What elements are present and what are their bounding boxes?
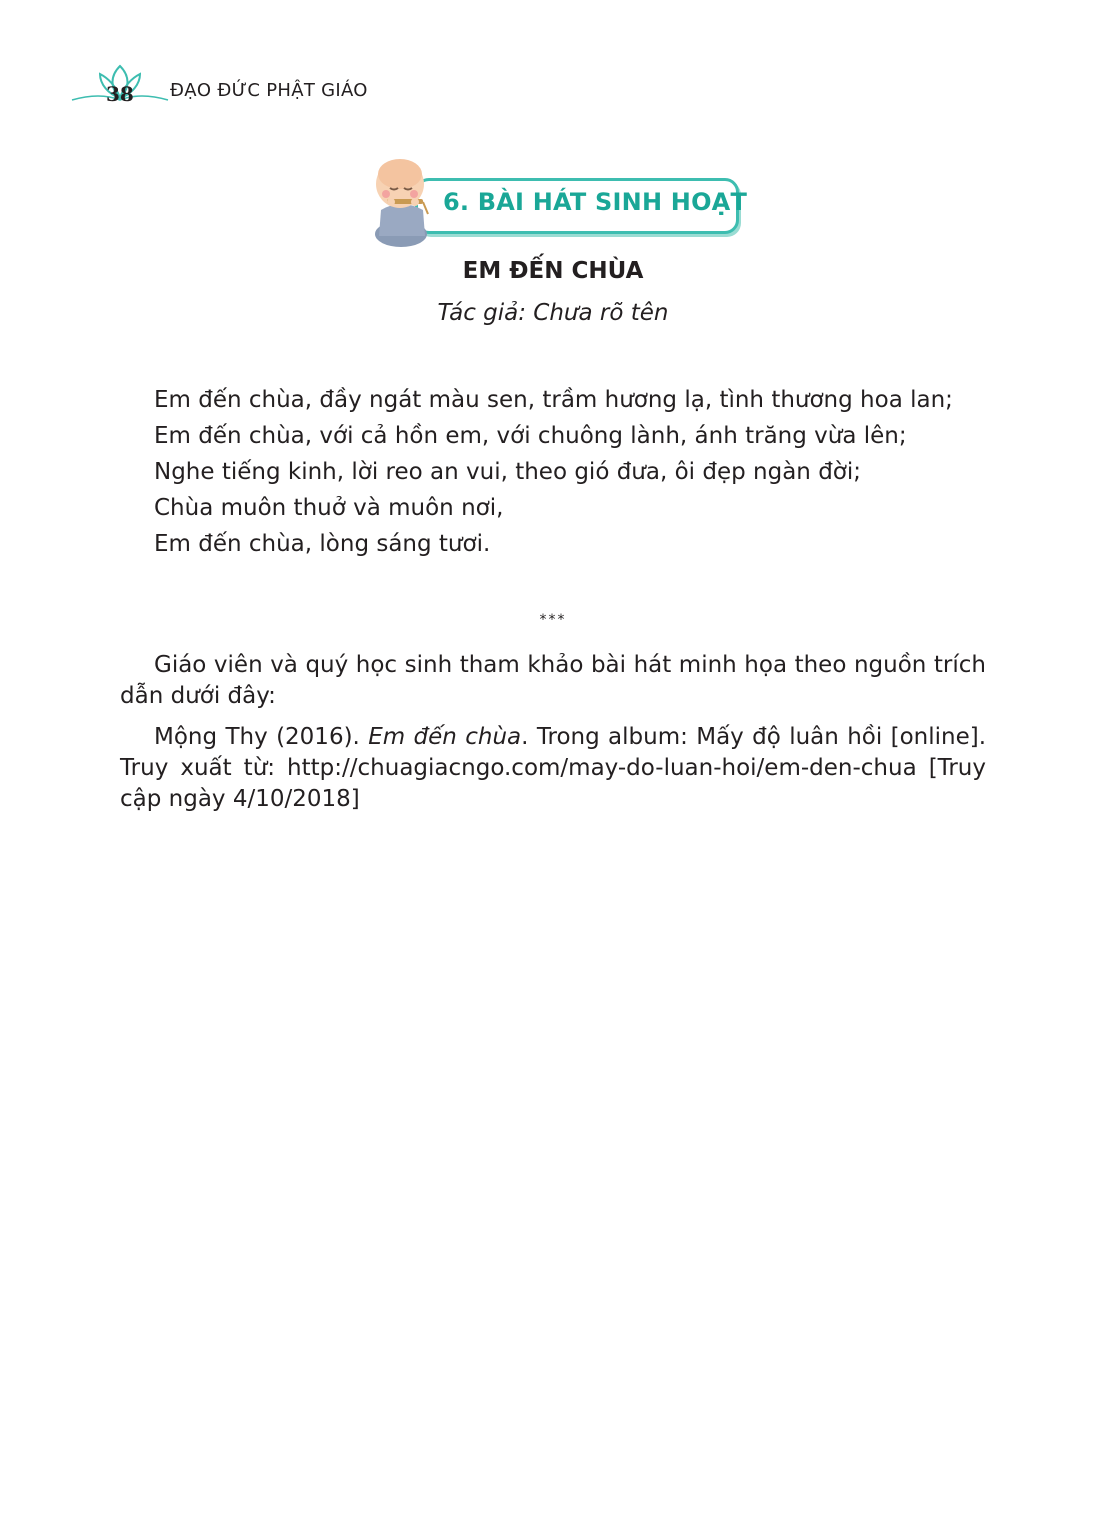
running-title: ĐẠO ĐỨC PHẬT GIÁO [170,80,368,101]
separator: *** [539,612,567,628]
citation-song-title: Em đến chùa [368,724,522,750]
section-title: 6. BÀI HÁT SINH HOẠT [443,188,748,216]
page-number: 38 [106,82,134,106]
lyric-line: Em đến chùa, với cả hồn em, với chuông lành, ánh trăng vừa lên; [154,423,907,449]
page-header [70,62,370,112]
lyrics [154,382,953,562]
song-author: Tác giả: Chưa rõ tên [437,300,669,326]
lyric-line: Nghe tiếng kinh, lời reo an vui, theo gió đưa, ôi đẹp ngàn đời; [154,459,862,485]
reference-intro: Giáo viên và quý học sinh tham khảo bài hát minh họa theo nguồn trích dẫn dưới đây: [120,652,986,709]
citation-author-year: Mộng Thy (2016). [154,724,369,750]
lyric-line: Em đến chùa, lòng sáng tươi. [154,531,491,557]
citation-source: . Trong album: Mấy độ luân hồi [online]. Truy xuất từ: http://chuagiacngo.com/may-do-luan-hoi/em-den-chua [Truy cập ngày 4/10/2018] [120,724,987,812]
song-title: EM ĐẾN CHÙA [462,258,644,284]
citation [120,722,986,815]
lyric-line: Chùa muôn thuở và muôn nơi, [154,495,504,521]
lyric-line: Em đến chùa, đầy ngát màu sen, trầm hương lạ, tình thương hoa lan; [154,387,953,413]
monk-playing-flute-icon [367,150,447,250]
section-banner [367,150,748,250]
